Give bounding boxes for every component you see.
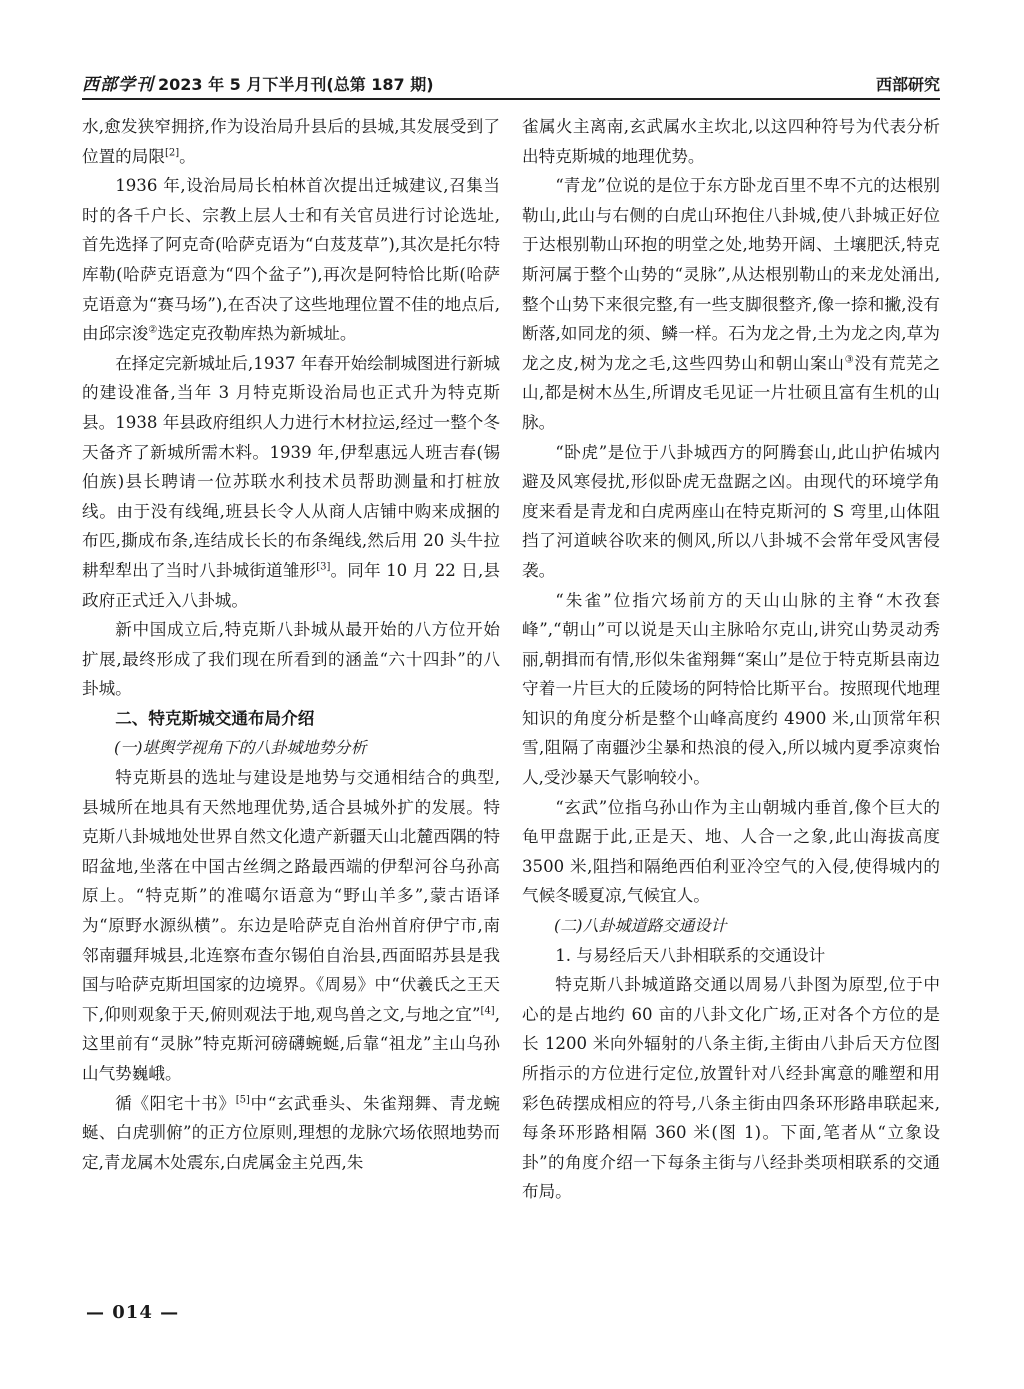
paragraph: 水,愈发狭窄拥挤,作为设治局升县后的县城,其发展受到了位置的局限[2]。 (82, 117, 500, 166)
paragraph: 特克斯八卦城道路交通以周易八卦图为原型,位于中心的是占地约 60 亩的八卦文化广场,正对各个方位的是长 1200 米向外辐射的八条主街,主街由八卦后天方位图所指示的方位进行定位,放置针对八经卦寓意的雕塑和用彩色砖摆成相应的符号,八条主街由四条环形路串联起来,每条环形路相隔 360 米(图 1)。下面,笔者从“立象设卦”的角度介绍一下每条主街与八经卦类项相联系的交通布局。 (522, 975, 940, 1202)
citation-ref: [3] (316, 561, 331, 573)
left-column (82, 112, 500, 1177)
journal-logo: 西部学刊 (82, 75, 154, 95)
footnote-marker: ② (148, 324, 158, 336)
section-heading: 二、特克斯城交通布局介绍 (115, 708, 315, 728)
paragraph: “朱雀”位指穴场前方的天山山脉的主脊“木孜套峰”,“朝山”可以说是天山主脉哈尔克山,讲究山势灵动秀丽,朝揖而有情,形似朱雀翔舞“案山”是位于特克斯县南边守着一片巨大的丘陵场的阿特恰比斯平台。按照现代地理知识的角度分析是整个山峰高度约 4900 米,山顶常年积雪,阻隔了南疆沙尘暴和热浪的侵入,所以城内夏季凉爽怡人,受沙暴天气影响较小。 (522, 590, 940, 788)
citation-ref: [2] (164, 147, 180, 159)
paragraph: “青龙”位说的是位于东方卧龙百里不卑不亢的达根别勒山,此山与右侧的白虎山环抱住八卦城,使八卦城正好位于达根别勒山环抱的明堂之处,地势开阔、土壤肥沃,特克斯河属于整个山势的“灵脉”,从达根别勒山的来龙处涌出,整个山势下来很完整,有一些支脚很整齐,像一捺和撇,没有断落,如同龙的须、鳞一样。石为龙之骨,土为龙之肉,草为龙之皮,树为龙之毛,这些四势山和朝山案山③没有荒芜之山,都是树木丛生,所谓皮毛见证一片壮硕且富有生机的山脉。 (522, 176, 940, 432)
right-column (522, 112, 940, 1207)
paragraph: “卧虎”是位于八卦城西方的阿腾套山,此山护佑城内避及风寒侵扰,形似卧虎无盘踞之凶。由现代的环境学角度来看是青龙和白虎两座山在特克斯河的 S 弯里,山体阻挡了河道峡谷吹来的侧风,所以八卦城不会常年受风害侵袭。 (522, 442, 940, 580)
paragraph: 特克斯县的选址与建设是地势与交通相结合的典型,县城所在地具有天然地理优势,适合县城外扩的发展。特克斯八卦城地处世界自然文化遗产新疆天山北麓西隅的特昭盆地,坐落在中国古丝绸之路最西端的伊犁河谷乌孙高原上。“特克斯”的准噶尔语意为“野山羊多”,蒙古语译为“原野水源纵横”。东边是哈萨克自治州首府伊宁市,南邻南疆拜城县,北连察布查尔锡伯自治县,西面昭苏县是我国与哈萨克斯坦国家的边境界。《周易》中“伏羲氏之王天下,仰则观象于天,俯则观法于地,观鸟兽之文,与地之宜”[4],这里前有“灵脉”特克斯河磅礴蜿蜒,后靠“祖龙”主山乌孙山气势巍峨。 (82, 768, 500, 1083)
paragraph: 新中国成立后,特克斯八卦城从最开始的八方位开始扩展,最终形成了我们现在所看到的涵盖“六十四卦”的八卦城。 (82, 620, 500, 699)
section-name: 西部研究 (875, 75, 940, 94)
paragraph: 循《阳宅十书》[5]中“玄武垂头、朱雀翔舞、青龙蜿蜒、白虎驯俯”的正方位原则,理想的龙脉穴场依照地势而定,青龙属木处震东,白虎属金主兑西,朱 (82, 1093, 501, 1172)
sub-heading: (二)八卦城道路交通设计 (554, 916, 727, 936)
page-number: — 014 — (86, 1302, 180, 1323)
paragraph: “玄武”位指乌孙山作为主山朝城内垂首,像个巨大的龟甲盘踞于此,正是天、地、人合一之象,此山海拔高度 3500 米,阻挡和隔绝西伯利亚冷空气的入侵,使得城内的气候冬暖夏凉,气候宜人。 (522, 797, 940, 906)
paragraph: 1936 年,设治局局长柏林首次提出迁城建议,召集当时的各千户长、宗教上层人士和有关官员进行讨论选址,首先选择了阿克奇(哈萨克语为“白芨芨草”),其次是托尔特库勒(哈萨克语意为“四个盆子”),再次是阿特恰比斯(哈萨克语意为“赛马场”),在否决了这些地理位置不佳的地点后,由邱宗浚②选定克孜勒库热为新城址。 (82, 176, 500, 344)
running-header (82, 66, 940, 100)
citation-ref: [4] (480, 1005, 495, 1017)
header-left (82, 70, 434, 95)
sub-sub-heading: 1. 与易经后天八卦相联系的交通设计 (555, 945, 826, 965)
issue-info: 2023 年 5 月下半月刊(总第 187 期) (158, 75, 434, 94)
footnote-marker: ③ (844, 354, 855, 366)
sub-heading: (一)堪舆学视角下的八卦城地势分析 (114, 738, 367, 758)
paragraph: 在择定完新城址后,1937 年春开始绘制城图进行新城的建设准备,当年 3 月特克斯设治局也正式升为特克斯县。1938 年县政府组织人力进行木材拉运,经过一整个冬天备齐了新城所需木料。1939 年,伊犁惠远人班吉春(锡伯族)县长聘请一位苏联水利技术员帮助测量和打桩放线。由于没有线绳,班县长令人从商人店铺中购来成捆的布匹,撕成布条,连结成长长的布条绳线,然后用 20 头牛拉耕犁犁出了当时八卦城街道雏形[3]。同年 10 月 22 日,县政府正式迁入八卦城。 (82, 353, 500, 610)
citation-ref: [5] (235, 1094, 250, 1106)
paragraph: 雀属火主离南,玄武属水主坎北,以这四种符号为代表分析出特克斯城的地理优势。 (522, 117, 940, 166)
